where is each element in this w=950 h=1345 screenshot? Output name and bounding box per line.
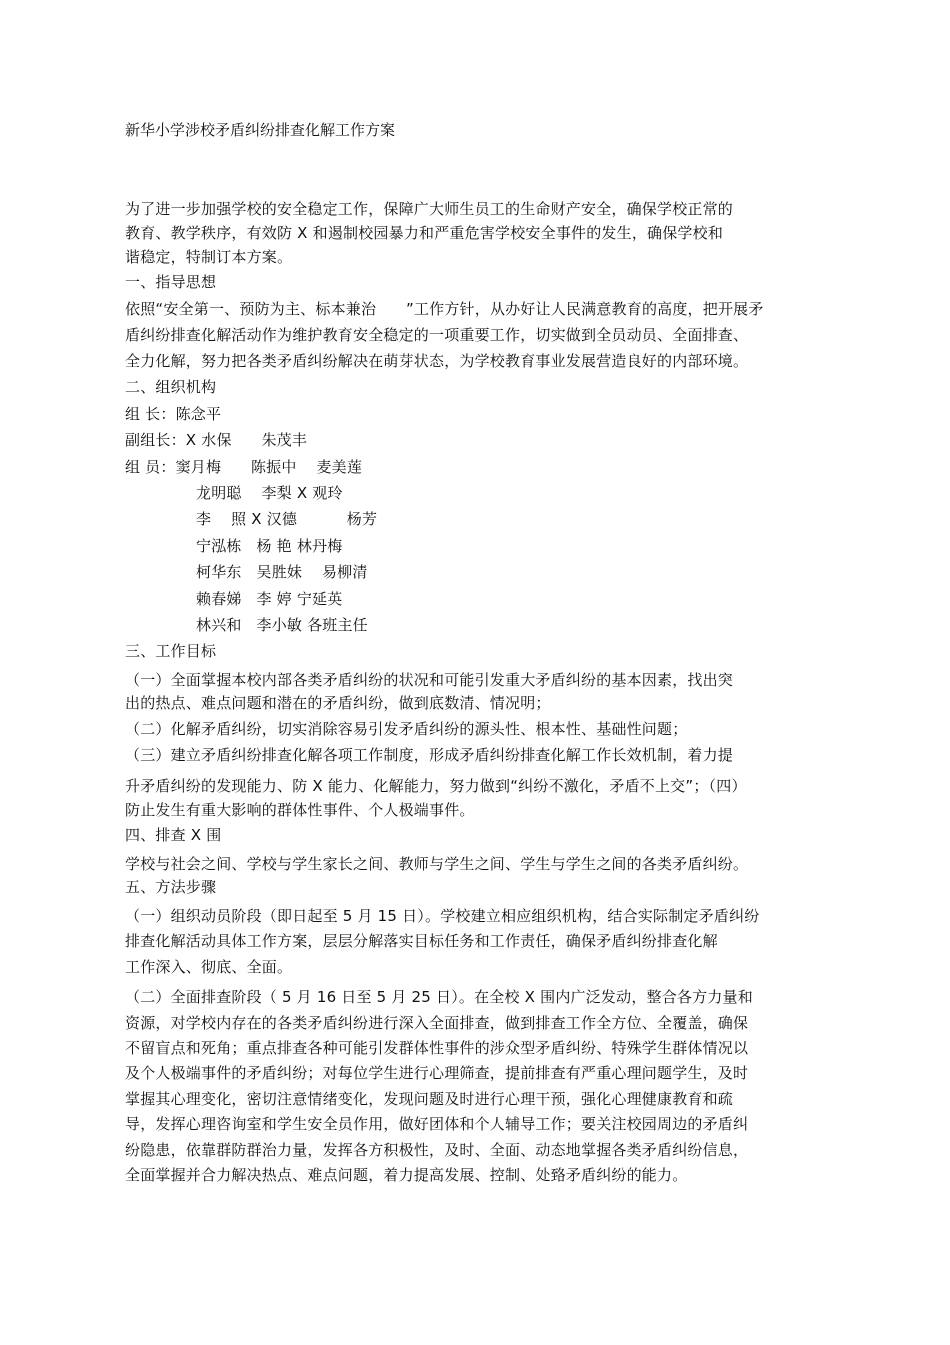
member-line: 龙明聪 李梨 X 观玲 (196, 484, 343, 502)
paragraph-line: 出的热点、难点问题和潜在的矛盾纠纷，做到底数清、情况明； (125, 694, 551, 712)
paragraph-line: （二）全面排查阶段（ 5 月 16 日至 5 月 25 日）。在全校 X 围内广泛发动，整合各方力量和 (125, 988, 753, 1006)
document-title: 新华小学涉校矛盾纠纷排查化解工作方案 (125, 121, 396, 139)
paragraph-line: 排查化解活动具体工作方案，层层分解落实目标任务和工作责任，确保矛盾纠纷排查化解 (125, 932, 718, 950)
member-line: 赖春娣 李 婷 宁延英 (196, 590, 343, 608)
member-line: 林兴和 李小敏 各班主任 (196, 616, 368, 634)
member-line: 宁泓栋 杨 艳 林丹梅 (196, 537, 343, 555)
paragraph-line: 防止发生有重大影响的群体性事件、个人极端事件。 (125, 801, 475, 819)
member-line: 柯华东 吴胜妹 易柳清 (196, 563, 368, 581)
paragraph-line: 盾纠纷排查化解活动作为维护教育安全稳定的一项重要工作，切实做到全员动员、全面排查、 (125, 326, 749, 344)
section-heading: 五、方法步骤 (125, 878, 217, 896)
paragraph-line: 依照“安全第一、预防为主、标本兼治 ”工作方针，从办好让人民满意教育的高度，把开展矛 (125, 300, 764, 318)
paragraph-line: 全面掌握并合力解决热点、难点问题，着力提高发展、控制、处臵矛盾纠纷的能力。 (125, 1166, 688, 1184)
paragraph-line: （一）全面掌握本校内部各类矛盾纠纷的状况和可能引发重大矛盾纠纷的基本因素，找出突 (125, 671, 734, 689)
paragraph-line: 导，发挥心理咨询室和学生安全员作用，做好团体和个人辅导工作；要关注校园周边的矛盾纠 (125, 1115, 749, 1133)
member-line: 组 长：陈念平 (125, 405, 222, 423)
paragraph-line: 资源，对学校内存在的各类矛盾纠纷进行深入全面排查，做到排查工作全方位、全覆盖，确保 (125, 1014, 749, 1032)
paragraph-line: 掌握其心理变化，密切注意情绪变化，发现问题及时进行心理干预，强化心理健康教育和疏 (125, 1090, 734, 1108)
paragraph-line: 学校与社会之间、学校与学生家长之间、教师与学生之间、学生与学生之间的各类矛盾纠纷。 (125, 855, 749, 873)
section-heading: 一、指导思想 (125, 273, 217, 291)
member-line: 李 照 X 汉德 杨芳 (196, 510, 378, 528)
paragraph-line: 工作深入、彻底、全面。 (125, 958, 293, 976)
paragraph-line: 全力化解，努力把各类矛盾纠纷解决在萌芽状态，为学校教育事业发展营造良好的内部环境。 (125, 352, 749, 370)
paragraph-line: 不留盲点和死角；重点排查各种可能引发群体性事件的涉众型矛盾纠纷、特殊学生群体情况以 (125, 1039, 749, 1057)
section-heading: 三、工作目标 (125, 642, 217, 660)
paragraph-line: （三）建立矛盾纠纷排查化解各项工作制度，形成矛盾纠纷排查化解工作长效机制，着力提 (125, 746, 734, 764)
paragraph-line: 及个人极端事件的矛盾纠纷；对每位学生进行心理筛查，提前排查有严重心理问题学生，及时 (125, 1064, 749, 1082)
paragraph-line: 谐稳定，特制订本方案。 (125, 248, 293, 266)
paragraph-line: （二）化解矛盾纠纷，切实消除容易引发矛盾纠纷的源头性、根本性、基础性问题； (125, 720, 688, 738)
paragraph-line: 为了进一步加强学校的安全稳定工作，保障广大师生员工的生命财产安全，确保学校正常的 (125, 200, 734, 218)
section-heading: 四、排查 X 围 (125, 826, 222, 844)
member-line: 组 员：窦月梅 陈振中 麦美莲 (125, 458, 363, 476)
paragraph-line: 纷隐患，依靠群防群治力量，发挥各方积极性，及时、全面、动态地掌握各类矛盾纠纷信息， (125, 1141, 749, 1159)
paragraph-line: 升矛盾纠纷的发现能力、防 X 能力、化解能力，努力做到“纠纷不激化，矛盾不上交”；（四） (125, 777, 747, 795)
paragraph-line: （一）组织动员阶段（即日起至 5 月 15 日）。学校建立相应组织机构，结合实际制定矛盾纠纷 (125, 907, 760, 925)
section-heading: 二、组织机构 (125, 378, 217, 396)
member-line: 副组长：X 水保 朱茂丰 (125, 431, 308, 449)
paragraph-line: 教育、教学秩序，有效防 X 和遏制校园暴力和严重危害学校安全事件的发生，确保学校和 (125, 224, 724, 242)
